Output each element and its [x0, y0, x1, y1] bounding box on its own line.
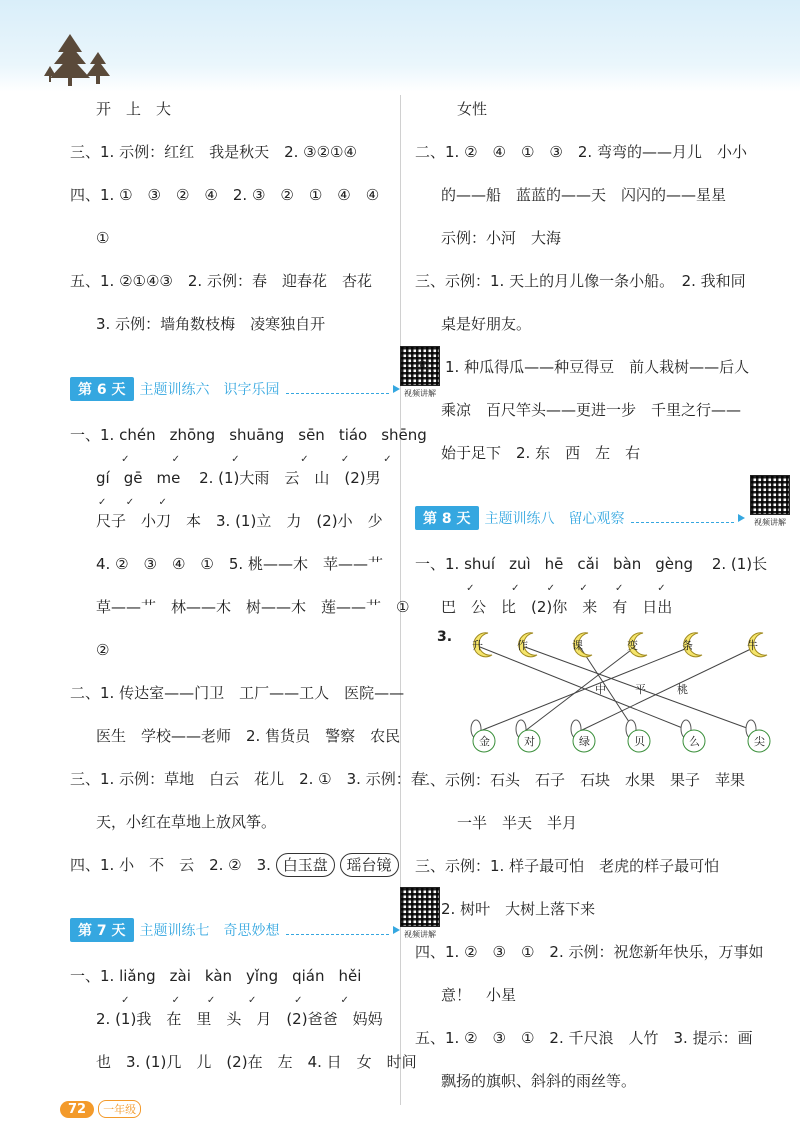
- snowy-trees-icon: [40, 30, 120, 90]
- answer-line: 始于足下 2. 东 西 左 右: [441, 444, 641, 462]
- rabbit-character: 金: [479, 735, 490, 748]
- pinyin-syllable: shuāng ✓: [229, 414, 284, 457]
- pinyin-row: [464, 555, 707, 594]
- section-title: 主题训练七 奇思妙想: [139, 923, 280, 939]
- answer-line: ②: [96, 641, 110, 659]
- left-column: [70, 88, 440, 1084]
- rabbit-character: 尖: [754, 735, 765, 748]
- check-mark-icon: ✓: [294, 995, 303, 1006]
- check-mark-icon: ✓: [546, 583, 556, 594]
- match-line: [580, 647, 635, 731]
- answer-line: 五、1. ②①④③ 2. 示例：春 迎春花 杏花: [70, 272, 372, 290]
- qr-code-icon: [750, 475, 790, 515]
- page-footer: [60, 1100, 141, 1118]
- item-number: 一、1.: [70, 967, 115, 985]
- answer-line: 三、1. 示例：草地 白云 花儿 2. ① 3. 示例：春: [70, 770, 426, 788]
- pinyin-syllable: kàn ✓: [205, 955, 232, 998]
- check-mark-icon: ✓: [511, 583, 520, 594]
- section-header-day6: [70, 346, 440, 414]
- qr-label: 视频讲解: [404, 389, 436, 398]
- pinyin-syllable: zuì ✓: [509, 543, 531, 586]
- section-title: 主题训练八 留心观察: [484, 511, 625, 527]
- answer-line: 一半 半天 半月: [457, 814, 578, 832]
- day-badge: 第 7 天: [70, 918, 134, 942]
- answer-line: [70, 414, 440, 465]
- answer-line: [70, 844, 440, 887]
- answer-line: 天，小红在草地上放风筝。: [96, 813, 277, 831]
- pinyin-syllable: gí ✓: [96, 457, 110, 500]
- answer-line: 意！ 小星: [441, 986, 517, 1004]
- answer-text: 2. (1)长: [711, 555, 768, 573]
- answer-line: 二、1. ② ④ ① ③ 2. 弯弯的——月儿 小小: [415, 143, 747, 161]
- check-mark-icon: ✓: [657, 583, 666, 594]
- check-mark-icon: ✓: [383, 454, 392, 465]
- check-mark-icon: ✓: [340, 995, 349, 1006]
- item-number: 一、1.: [415, 555, 460, 573]
- arrow-icon: [393, 385, 400, 393]
- grade-label: 一年级: [98, 1100, 141, 1118]
- answer-line: 飘扬的旗帜、斜斜的雨丝等。: [441, 1072, 637, 1090]
- pinyin-syllable: cǎi ✓: [577, 543, 599, 586]
- center-character: 桃: [677, 683, 688, 696]
- pinyin-syllable: gèng ✓: [655, 543, 693, 586]
- page-number: 72: [60, 1101, 94, 1118]
- match-line: [580, 647, 755, 731]
- arrow-icon: [738, 514, 745, 522]
- rabbit-character: 对: [524, 735, 535, 748]
- check-mark-icon: ✓: [125, 497, 135, 508]
- pinyin-syllable: shēng ✓: [381, 414, 427, 457]
- item-number: 3.: [437, 629, 453, 645]
- check-mark-icon: ✓: [206, 995, 216, 1006]
- answer-line: 三、示例：1. 样子最可怕 老虎的样子最可怕: [415, 857, 720, 875]
- moon-rabbit-matching-diagram: [455, 629, 795, 759]
- answer-line: 二、1. 传达室——门卫 工厂——工人 医院——: [70, 684, 405, 702]
- moon-character: 作: [517, 639, 528, 652]
- pinyin-syllable: chén ✓: [119, 414, 156, 457]
- circled-answer: 瑶台镜: [340, 853, 399, 877]
- answer-line: 桌是好朋友。: [441, 315, 532, 333]
- pinyin-syllable: me ✓: [156, 457, 180, 500]
- pinyin-syllable: hē ✓: [545, 543, 564, 586]
- answer-line: 女性: [457, 100, 488, 118]
- answer-line: 四、1. ② ③ ① 2. 示例：祝您新年快乐，万事如: [415, 943, 764, 961]
- pinyin-syllable: tiáo ✓: [339, 414, 367, 457]
- answer-line: 乘凉 百尺竿头——更进一步 千里之行——: [441, 401, 742, 419]
- check-mark-icon: ✓: [121, 995, 130, 1006]
- moon-character: 条: [682, 639, 693, 652]
- answer-line: 开 上 大: [96, 100, 172, 118]
- pinyin-syllable: liǎng ✓: [119, 955, 156, 998]
- check-mark-icon: ✓: [340, 454, 350, 465]
- answer-line: [415, 543, 790, 594]
- pinyin-row: [119, 426, 441, 465]
- circled-answer: 白玉盘: [276, 853, 335, 877]
- pinyin-row: [119, 967, 375, 1006]
- center-character: 平: [635, 683, 646, 696]
- check-mark-icon: ✓: [98, 497, 107, 508]
- rabbit-character: 贝: [634, 735, 645, 748]
- answer-line: 四、1. ① ③ ② ④ 2. ③ ② ① ④ ④: [70, 186, 380, 204]
- qr-label: 视频讲解: [754, 518, 786, 527]
- moon-character: 牛: [747, 639, 758, 652]
- check-mark-icon: ✓: [121, 454, 130, 465]
- qr-code[interactable]: [750, 475, 790, 528]
- answer-line: 三、示例：1. 天上的月儿像一条小船。 2. 我和同: [415, 272, 746, 290]
- answer-line: 也 3. (1)几 儿 (2)在 左 4. 日 女 时间: [96, 1053, 417, 1071]
- answer-line: 二、示例：石头 石子 石块 水果 果子 苹果: [415, 771, 746, 789]
- center-character: 中: [595, 683, 606, 696]
- top-banner: [0, 0, 800, 92]
- answer-line: 草——艹 林——木 树——木 莲——艹 ①: [96, 598, 410, 616]
- pinyin-syllable: sēn ✓: [298, 414, 325, 457]
- answer-line: 医生 学校——老师 2. 售货员 警察 农民: [96, 727, 401, 745]
- answer-line: 尺子 小刀 本 3. (1)立 力 (2)小 少: [96, 512, 383, 530]
- answer-line: 的——船 蓝蓝的——天 闪闪的——星星: [441, 186, 727, 204]
- check-mark-icon: ✓: [248, 995, 257, 1006]
- pinyin-syllable: hěi ✓: [338, 955, 361, 998]
- right-column: [415, 88, 790, 1103]
- section-header-day7: [70, 887, 440, 955]
- pinyin-syllable: zhōng ✓: [170, 414, 216, 457]
- answer-line: 巴 公 比 (2)你 来 有 日出: [441, 598, 673, 616]
- match-line: [525, 647, 635, 731]
- answer-line: 四、1. 种瓜得瓜——种豆得豆 前人栽树——后人: [415, 358, 750, 376]
- check-mark-icon: ✓: [615, 583, 624, 594]
- pinyin-syllable: bàn ✓: [613, 543, 641, 586]
- moon-character: 升: [472, 639, 483, 652]
- pinyin-syllable: qián ✓: [292, 955, 324, 998]
- check-mark-icon: ✓: [171, 454, 180, 465]
- answer-line: 2. (1)我 在 里 头 月 (2)爸爸 妈妈: [96, 1010, 383, 1028]
- day-badge: 第 6 天: [70, 377, 134, 401]
- arrow-icon: [393, 926, 400, 934]
- answer-line: 三、1. 示例：红红 我是秋天 2. ③②①④: [70, 143, 357, 161]
- pinyin-syllable: zài ✓: [170, 955, 191, 998]
- pinyin-syllable: shuí ✓: [464, 543, 495, 586]
- answer-line: [70, 955, 440, 1006]
- answer-line: 五、1. ② ③ ① 2. 千尺浪 人竹 3. 提示：画: [415, 1029, 753, 1047]
- moon-character: 课: [572, 639, 583, 652]
- moon-character: 变: [627, 639, 638, 652]
- check-mark-icon: ✓: [300, 454, 309, 465]
- pinyin-syllable: gē ✓: [124, 457, 143, 500]
- check-mark-icon: ✓: [466, 583, 475, 594]
- day-badge: 第 8 天: [415, 506, 479, 530]
- matching-picture: [415, 629, 790, 759]
- qr-label: 视频讲解: [404, 930, 436, 939]
- answer-text: 四、1. 小 不 云 2. ② 3.: [70, 856, 271, 874]
- answer-line: 2. 树叶 大树上落下来: [441, 900, 596, 918]
- answer-line: 示例：小河 大海: [441, 229, 562, 247]
- item-number: 一、1.: [70, 426, 115, 444]
- check-mark-icon: ✓: [231, 454, 240, 465]
- answer-line: 3. 示例：墙角数枝梅 凌寒独自开: [96, 315, 326, 333]
- pinyin-row: [96, 469, 194, 508]
- answer-text: 2. (1)大雨 云 山 (2)男: [199, 469, 381, 487]
- rabbit-character: 么: [689, 735, 700, 748]
- answer-line: 4. ② ③ ④ ① 5. 桃——木 苹——艹: [96, 555, 383, 573]
- rabbit-character: 绿: [579, 735, 590, 748]
- answer-line: ①: [96, 229, 110, 247]
- check-mark-icon: ✓: [158, 497, 167, 508]
- check-mark-icon: ✓: [171, 995, 181, 1006]
- pinyin-syllable: yǐng ✓: [246, 955, 278, 998]
- section-title: 主题训练六 识字乐园: [139, 382, 280, 398]
- check-mark-icon: ✓: [579, 583, 588, 594]
- section-header-day8: [415, 475, 790, 543]
